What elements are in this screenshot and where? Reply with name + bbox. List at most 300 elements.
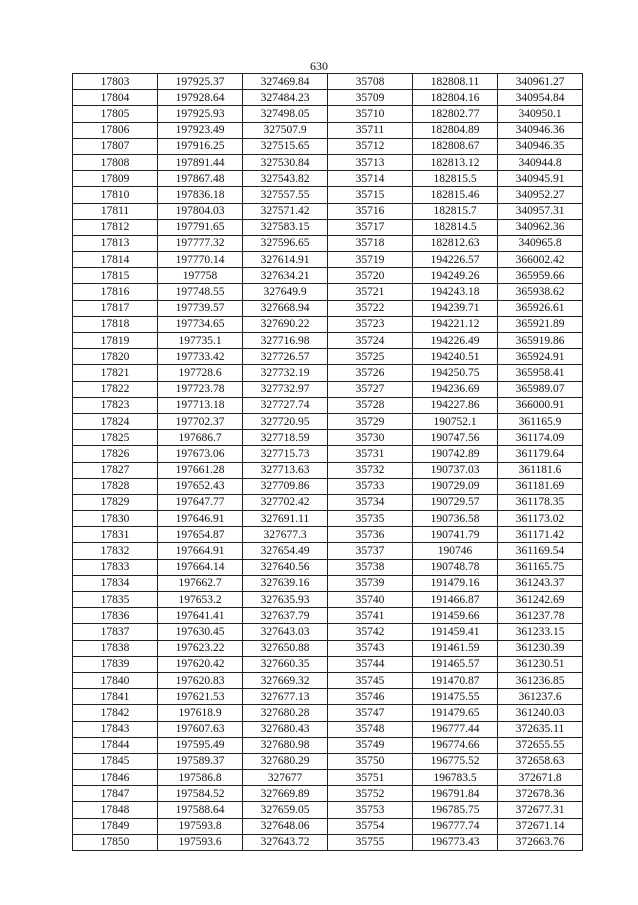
x-coordinate-cell: 194227.86 — [413, 397, 498, 413]
x-coordinate-cell: 197588.64 — [158, 802, 243, 818]
x-coordinate-cell: 190741.79 — [413, 527, 498, 543]
table-row — [73, 333, 583, 349]
y-coordinate-cell: 365921.89 — [498, 316, 583, 332]
x-coordinate-cell: 196777.44 — [413, 721, 498, 737]
table-row — [73, 770, 583, 786]
y-coordinate-cell: 327530.84 — [243, 154, 328, 170]
y-coordinate-cell: 327732.97 — [243, 381, 328, 397]
x-coordinate-cell: 197928.64 — [158, 90, 243, 106]
x-coordinate-cell: 182815.46 — [413, 187, 498, 203]
x-coordinate-cell: 197739.57 — [158, 300, 243, 316]
table-row — [73, 235, 583, 251]
point-id-cell: 17850 — [73, 834, 158, 850]
point-id-cell: 35740 — [328, 592, 413, 608]
y-coordinate-cell: 361230.39 — [498, 640, 583, 656]
y-coordinate-cell: 327680.29 — [243, 753, 328, 769]
x-coordinate-cell: 190752.1 — [413, 413, 498, 429]
point-id-cell: 17832 — [73, 543, 158, 559]
point-id-cell: 17843 — [73, 721, 158, 737]
point-id-cell: 17811 — [73, 203, 158, 219]
table-row — [73, 608, 583, 624]
table-row — [73, 478, 583, 494]
x-coordinate-cell: 190747.56 — [413, 430, 498, 446]
point-id-cell: 35739 — [328, 575, 413, 591]
point-id-cell: 35712 — [328, 138, 413, 154]
y-coordinate-cell: 366000.91 — [498, 397, 583, 413]
table-row — [73, 818, 583, 834]
y-coordinate-cell: 340952.27 — [498, 187, 583, 203]
y-coordinate-cell: 340954.84 — [498, 90, 583, 106]
x-coordinate-cell: 197584.52 — [158, 786, 243, 802]
y-coordinate-cell: 327677.3 — [243, 527, 328, 543]
table-row — [73, 624, 583, 640]
y-coordinate-cell: 327596.65 — [243, 235, 328, 251]
table-row — [73, 268, 583, 284]
y-coordinate-cell: 327716.98 — [243, 333, 328, 349]
point-id-cell: 35729 — [328, 413, 413, 429]
table-row — [73, 527, 583, 543]
y-coordinate-cell: 361243.37 — [498, 575, 583, 591]
y-coordinate-cell: 327637.79 — [243, 608, 328, 624]
point-id-cell: 35737 — [328, 543, 413, 559]
point-id-cell: 35746 — [328, 689, 413, 705]
x-coordinate-cell: 197891.44 — [158, 154, 243, 170]
table-row — [73, 154, 583, 170]
table-row — [73, 656, 583, 672]
table-row — [73, 753, 583, 769]
point-id-cell: 35735 — [328, 511, 413, 527]
point-id-cell: 35752 — [328, 786, 413, 802]
y-coordinate-cell: 361237.78 — [498, 608, 583, 624]
point-id-cell: 35719 — [328, 252, 413, 268]
point-id-cell: 17804 — [73, 90, 158, 106]
y-coordinate-cell: 372671.14 — [498, 818, 583, 834]
point-id-cell: 35731 — [328, 446, 413, 462]
table-row — [73, 187, 583, 203]
point-id-cell: 17824 — [73, 413, 158, 429]
point-id-cell: 17816 — [73, 284, 158, 300]
y-coordinate-cell: 327649.9 — [243, 284, 328, 300]
table-row — [73, 737, 583, 753]
y-coordinate-cell: 327720.95 — [243, 413, 328, 429]
y-coordinate-cell: 327571.42 — [243, 203, 328, 219]
x-coordinate-cell: 194240.51 — [413, 349, 498, 365]
x-coordinate-cell: 196774.66 — [413, 737, 498, 753]
table-row — [73, 349, 583, 365]
y-coordinate-cell: 366002.42 — [498, 252, 583, 268]
y-coordinate-cell: 340945.91 — [498, 171, 583, 187]
y-coordinate-cell: 327680.28 — [243, 705, 328, 721]
x-coordinate-cell: 197593.6 — [158, 834, 243, 850]
point-id-cell: 35732 — [328, 462, 413, 478]
table-body — [73, 74, 583, 851]
y-coordinate-cell: 372635.11 — [498, 721, 583, 737]
x-coordinate-cell: 197728.6 — [158, 365, 243, 381]
table-row — [73, 511, 583, 527]
point-id-cell: 17847 — [73, 786, 158, 802]
point-id-cell: 35753 — [328, 802, 413, 818]
y-coordinate-cell: 372663.76 — [498, 834, 583, 850]
point-id-cell: 17812 — [73, 219, 158, 235]
point-id-cell: 35754 — [328, 818, 413, 834]
point-id-cell: 35728 — [328, 397, 413, 413]
point-id-cell: 35713 — [328, 154, 413, 170]
y-coordinate-cell: 327660.35 — [243, 656, 328, 672]
y-coordinate-cell: 327639.16 — [243, 575, 328, 591]
point-id-cell: 35708 — [328, 74, 413, 90]
table-row — [73, 575, 583, 591]
y-coordinate-cell: 327643.72 — [243, 834, 328, 850]
point-id-cell: 17828 — [73, 478, 158, 494]
y-coordinate-cell: 327691.11 — [243, 511, 328, 527]
x-coordinate-cell: 190729.57 — [413, 494, 498, 510]
y-coordinate-cell: 327709.86 — [243, 478, 328, 494]
point-id-cell: 35723 — [328, 316, 413, 332]
y-coordinate-cell: 340946.35 — [498, 138, 583, 154]
point-id-cell: 35748 — [328, 721, 413, 737]
table-row — [73, 252, 583, 268]
table-row — [73, 721, 583, 737]
x-coordinate-cell: 197734.65 — [158, 316, 243, 332]
point-id-cell: 35736 — [328, 527, 413, 543]
point-id-cell: 17849 — [73, 818, 158, 834]
x-coordinate-cell: 197925.37 — [158, 74, 243, 90]
point-id-cell: 35725 — [328, 349, 413, 365]
y-coordinate-cell: 372671.8 — [498, 770, 583, 786]
y-coordinate-cell: 327668.94 — [243, 300, 328, 316]
table-row — [73, 705, 583, 721]
x-coordinate-cell: 191479.65 — [413, 705, 498, 721]
x-coordinate-cell: 194249.26 — [413, 268, 498, 284]
y-coordinate-cell: 361169.54 — [498, 543, 583, 559]
table-row — [73, 284, 583, 300]
table-row — [73, 203, 583, 219]
table-row — [73, 786, 583, 802]
x-coordinate-cell: 197723.78 — [158, 381, 243, 397]
y-coordinate-cell: 361173.02 — [498, 511, 583, 527]
y-coordinate-cell: 327498.05 — [243, 106, 328, 122]
point-id-cell: 35730 — [328, 430, 413, 446]
y-coordinate-cell: 327640.56 — [243, 559, 328, 575]
x-coordinate-cell: 191461.59 — [413, 640, 498, 656]
table-row — [73, 90, 583, 106]
point-id-cell: 35751 — [328, 770, 413, 786]
y-coordinate-cell: 340944.8 — [498, 154, 583, 170]
x-coordinate-cell: 197661.28 — [158, 462, 243, 478]
y-coordinate-cell: 372678.36 — [498, 786, 583, 802]
x-coordinate-cell: 197916.25 — [158, 138, 243, 154]
point-id-cell: 35742 — [328, 624, 413, 640]
x-coordinate-cell: 197621.53 — [158, 689, 243, 705]
y-coordinate-cell: 327614.91 — [243, 252, 328, 268]
y-coordinate-cell: 365958.41 — [498, 365, 583, 381]
x-coordinate-cell: 191479.16 — [413, 575, 498, 591]
x-coordinate-cell: 182813.12 — [413, 154, 498, 170]
point-id-cell: 35715 — [328, 187, 413, 203]
page-number: 630 — [310, 59, 328, 73]
point-id-cell: 17808 — [73, 154, 158, 170]
x-coordinate-cell: 182802.77 — [413, 106, 498, 122]
y-coordinate-cell: 327669.32 — [243, 672, 328, 688]
point-id-cell: 17823 — [73, 397, 158, 413]
x-coordinate-cell: 197804.03 — [158, 203, 243, 219]
x-coordinate-cell: 197867.48 — [158, 171, 243, 187]
point-id-cell: 17842 — [73, 705, 158, 721]
point-id-cell: 17813 — [73, 235, 158, 251]
x-coordinate-cell: 191466.87 — [413, 592, 498, 608]
coordinates-table — [72, 73, 583, 851]
y-coordinate-cell: 327484.23 — [243, 90, 328, 106]
x-coordinate-cell: 197586.8 — [158, 770, 243, 786]
y-coordinate-cell: 327715.73 — [243, 446, 328, 462]
table-row — [73, 592, 583, 608]
x-coordinate-cell: 194243.18 — [413, 284, 498, 300]
point-id-cell: 17839 — [73, 656, 158, 672]
y-coordinate-cell: 327690.22 — [243, 316, 328, 332]
point-id-cell: 17844 — [73, 737, 158, 753]
point-id-cell: 35745 — [328, 672, 413, 688]
y-coordinate-cell: 361179.64 — [498, 446, 583, 462]
table-row — [73, 802, 583, 818]
point-id-cell: 35716 — [328, 203, 413, 219]
point-id-cell: 17840 — [73, 672, 158, 688]
x-coordinate-cell: 197664.91 — [158, 543, 243, 559]
table-row — [73, 122, 583, 138]
y-coordinate-cell: 361236.85 — [498, 672, 583, 688]
x-coordinate-cell: 191475.55 — [413, 689, 498, 705]
x-coordinate-cell: 197733.42 — [158, 349, 243, 365]
x-coordinate-cell: 182815.7 — [413, 203, 498, 219]
y-coordinate-cell: 361237.6 — [498, 689, 583, 705]
point-id-cell: 17814 — [73, 252, 158, 268]
x-coordinate-cell: 197654.87 — [158, 527, 243, 543]
x-coordinate-cell: 182814.5 — [413, 219, 498, 235]
table-row — [73, 106, 583, 122]
point-id-cell: 35741 — [328, 608, 413, 624]
point-id-cell: 35726 — [328, 365, 413, 381]
point-id-cell: 35744 — [328, 656, 413, 672]
point-id-cell: 17837 — [73, 624, 158, 640]
y-coordinate-cell: 372658.63 — [498, 753, 583, 769]
x-coordinate-cell: 197641.41 — [158, 608, 243, 624]
point-id-cell: 17826 — [73, 446, 158, 462]
y-coordinate-cell: 340957.31 — [498, 203, 583, 219]
point-id-cell: 17806 — [73, 122, 158, 138]
y-coordinate-cell: 365924.91 — [498, 349, 583, 365]
x-coordinate-cell: 182808.11 — [413, 74, 498, 90]
x-coordinate-cell: 196773.43 — [413, 834, 498, 850]
x-coordinate-cell: 194221.12 — [413, 316, 498, 332]
x-coordinate-cell: 197664.14 — [158, 559, 243, 575]
y-coordinate-cell: 340950.1 — [498, 106, 583, 122]
point-id-cell: 35720 — [328, 268, 413, 284]
y-coordinate-cell: 361174.09 — [498, 430, 583, 446]
point-id-cell: 35734 — [328, 494, 413, 510]
y-coordinate-cell: 361178.35 — [498, 494, 583, 510]
y-coordinate-cell: 327727.74 — [243, 397, 328, 413]
point-id-cell: 17817 — [73, 300, 158, 316]
table-row — [73, 219, 583, 235]
x-coordinate-cell: 196791.84 — [413, 786, 498, 802]
x-coordinate-cell: 197735.1 — [158, 333, 243, 349]
table-row — [73, 138, 583, 154]
point-id-cell: 17841 — [73, 689, 158, 705]
y-coordinate-cell: 361230.51 — [498, 656, 583, 672]
point-id-cell: 35718 — [328, 235, 413, 251]
point-id-cell: 35710 — [328, 106, 413, 122]
table-row — [73, 365, 583, 381]
y-coordinate-cell: 372655.55 — [498, 737, 583, 753]
y-coordinate-cell: 340946.36 — [498, 122, 583, 138]
x-coordinate-cell: 197748.55 — [158, 284, 243, 300]
table-row — [73, 559, 583, 575]
y-coordinate-cell: 327515.65 — [243, 138, 328, 154]
point-id-cell: 17830 — [73, 511, 158, 527]
y-coordinate-cell: 372677.31 — [498, 802, 583, 818]
x-coordinate-cell: 197713.18 — [158, 397, 243, 413]
point-id-cell: 35727 — [328, 381, 413, 397]
y-coordinate-cell: 327650.88 — [243, 640, 328, 656]
point-id-cell: 17833 — [73, 559, 158, 575]
point-id-cell: 17835 — [73, 592, 158, 608]
y-coordinate-cell: 327702.42 — [243, 494, 328, 510]
x-coordinate-cell: 197620.42 — [158, 656, 243, 672]
x-coordinate-cell: 190748.78 — [413, 559, 498, 575]
x-coordinate-cell: 197618.9 — [158, 705, 243, 721]
point-id-cell: 17836 — [73, 608, 158, 624]
point-id-cell: 35733 — [328, 478, 413, 494]
x-coordinate-cell: 194226.57 — [413, 252, 498, 268]
y-coordinate-cell: 365926.61 — [498, 300, 583, 316]
y-coordinate-cell: 340962.36 — [498, 219, 583, 235]
y-coordinate-cell: 327669.89 — [243, 786, 328, 802]
y-coordinate-cell: 361240.03 — [498, 705, 583, 721]
point-id-cell: 17809 — [73, 171, 158, 187]
table-row — [73, 640, 583, 656]
table-row — [73, 74, 583, 90]
table-row — [73, 689, 583, 705]
y-coordinate-cell: 327557.55 — [243, 187, 328, 203]
y-coordinate-cell: 365989.07 — [498, 381, 583, 397]
x-coordinate-cell: 197607.63 — [158, 721, 243, 737]
x-coordinate-cell: 194226.49 — [413, 333, 498, 349]
point-id-cell: 17827 — [73, 462, 158, 478]
y-coordinate-cell: 327680.43 — [243, 721, 328, 737]
x-coordinate-cell: 197673.06 — [158, 446, 243, 462]
point-id-cell: 35750 — [328, 753, 413, 769]
table-row — [73, 834, 583, 850]
x-coordinate-cell: 197652.43 — [158, 478, 243, 494]
x-coordinate-cell: 191470.87 — [413, 672, 498, 688]
table-row — [73, 430, 583, 446]
y-coordinate-cell: 340965.8 — [498, 235, 583, 251]
x-coordinate-cell: 196777.74 — [413, 818, 498, 834]
y-coordinate-cell: 365959.66 — [498, 268, 583, 284]
point-id-cell: 17846 — [73, 770, 158, 786]
x-coordinate-cell: 196783.5 — [413, 770, 498, 786]
table-row — [73, 316, 583, 332]
point-id-cell: 17803 — [73, 74, 158, 90]
point-id-cell: 35743 — [328, 640, 413, 656]
point-id-cell: 17818 — [73, 316, 158, 332]
point-id-cell: 17825 — [73, 430, 158, 446]
y-coordinate-cell: 361242.69 — [498, 592, 583, 608]
x-coordinate-cell: 197702.37 — [158, 413, 243, 429]
y-coordinate-cell: 365919.86 — [498, 333, 583, 349]
point-id-cell: 17834 — [73, 575, 158, 591]
y-coordinate-cell: 327543.82 — [243, 171, 328, 187]
y-coordinate-cell: 361181.69 — [498, 478, 583, 494]
y-coordinate-cell: 327713.63 — [243, 462, 328, 478]
point-id-cell: 35724 — [328, 333, 413, 349]
y-coordinate-cell: 327659.05 — [243, 802, 328, 818]
table-row — [73, 543, 583, 559]
point-id-cell: 35755 — [328, 834, 413, 850]
x-coordinate-cell: 197686.7 — [158, 430, 243, 446]
table-row — [73, 413, 583, 429]
point-id-cell: 17838 — [73, 640, 158, 656]
y-coordinate-cell: 327583.15 — [243, 219, 328, 235]
point-id-cell: 17821 — [73, 365, 158, 381]
y-coordinate-cell: 340961.27 — [498, 74, 583, 90]
point-id-cell: 35709 — [328, 90, 413, 106]
y-coordinate-cell: 327654.49 — [243, 543, 328, 559]
point-id-cell: 17820 — [73, 349, 158, 365]
point-id-cell: 17848 — [73, 802, 158, 818]
table-row — [73, 381, 583, 397]
x-coordinate-cell: 197589.37 — [158, 753, 243, 769]
x-coordinate-cell: 197923.49 — [158, 122, 243, 138]
x-coordinate-cell: 197836.18 — [158, 187, 243, 203]
x-coordinate-cell: 182804.89 — [413, 122, 498, 138]
point-id-cell: 35717 — [328, 219, 413, 235]
point-id-cell: 35722 — [328, 300, 413, 316]
table-row — [73, 446, 583, 462]
x-coordinate-cell: 197647.77 — [158, 494, 243, 510]
x-coordinate-cell: 182808.67 — [413, 138, 498, 154]
y-coordinate-cell: 327634.21 — [243, 268, 328, 284]
y-coordinate-cell: 361171.42 — [498, 527, 583, 543]
point-id-cell: 35714 — [328, 171, 413, 187]
x-coordinate-cell: 191459.66 — [413, 608, 498, 624]
x-coordinate-cell: 190737.03 — [413, 462, 498, 478]
y-coordinate-cell: 327677.13 — [243, 689, 328, 705]
x-coordinate-cell: 197758 — [158, 268, 243, 284]
y-coordinate-cell: 327648.06 — [243, 818, 328, 834]
point-id-cell: 17829 — [73, 494, 158, 510]
point-id-cell: 35749 — [328, 737, 413, 753]
x-coordinate-cell: 197593.8 — [158, 818, 243, 834]
x-coordinate-cell: 194250.75 — [413, 365, 498, 381]
x-coordinate-cell: 197595.49 — [158, 737, 243, 753]
y-coordinate-cell: 327726.57 — [243, 349, 328, 365]
x-coordinate-cell: 197925.93 — [158, 106, 243, 122]
point-id-cell: 17807 — [73, 138, 158, 154]
x-coordinate-cell: 191459.41 — [413, 624, 498, 640]
x-coordinate-cell: 197770.14 — [158, 252, 243, 268]
x-coordinate-cell: 190736.58 — [413, 511, 498, 527]
table-row — [73, 462, 583, 478]
x-coordinate-cell: 197620.83 — [158, 672, 243, 688]
y-coordinate-cell: 365938.62 — [498, 284, 583, 300]
y-coordinate-cell: 361165.9 — [498, 413, 583, 429]
x-coordinate-cell: 182815.5 — [413, 171, 498, 187]
point-id-cell: 17831 — [73, 527, 158, 543]
y-coordinate-cell: 327507.9 — [243, 122, 328, 138]
x-coordinate-cell: 190729.09 — [413, 478, 498, 494]
point-id-cell: 17810 — [73, 187, 158, 203]
table-row — [73, 494, 583, 510]
